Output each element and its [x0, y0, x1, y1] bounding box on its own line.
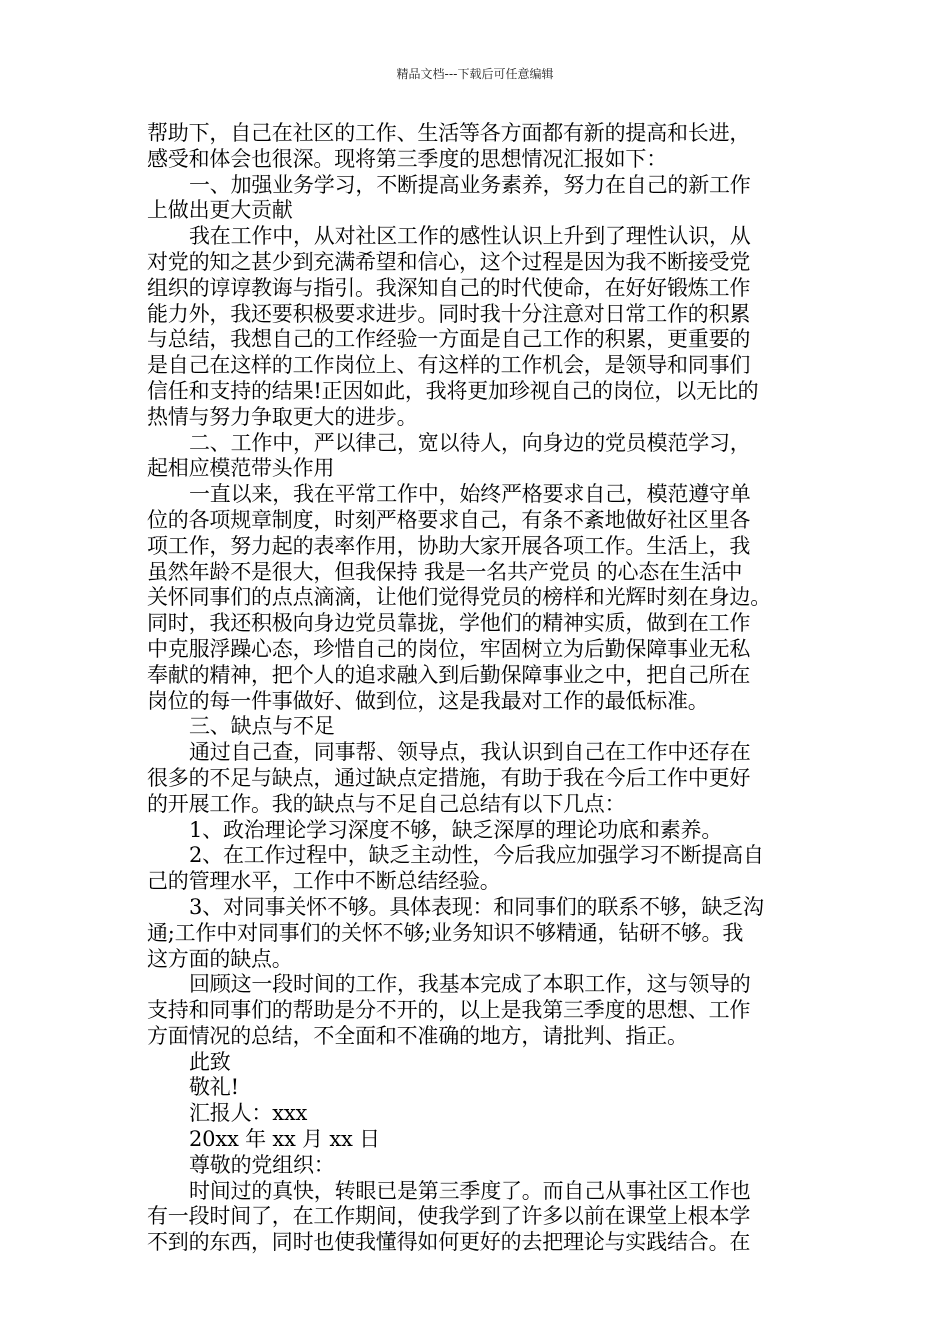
text-line: 热情与努力争取更大的进步。 [147, 404, 418, 429]
text-line: 1、政治理论学习深度不够，缺乏深厚的理论功底和素养。 [189, 817, 723, 842]
text-line: 敬礼! [189, 1075, 239, 1100]
text-line: 感受和体会也很深。现将第三季度的思想情况汇报如下： [147, 146, 667, 171]
text-line: 中克服浮躁心态，珍惜自己的岗位，牢固树立为后勤保障事业无私 [147, 636, 751, 661]
text-line: 3、对同事关怀不够。具体表现：和同事们的联系不够，缺乏沟 [189, 894, 764, 919]
text-line: 关怀同事们的点点滴滴，让他们觉得党员的榜样和光辉时刻在身边。 [147, 585, 771, 610]
text-line: 20xx 年 xx 月 xx 日 [189, 1127, 380, 1152]
text-line: 岗位的每一件事做好、做到位，这是我最对工作的最低标准。 [147, 688, 709, 713]
text-line: 方面情况的总结，不全面和不准确的地方，请批判、指正。 [147, 1023, 688, 1048]
page-header: 精品文档---下载后可任意编辑 [396, 67, 554, 81]
text-line: 是自己在这样的工作岗位上、有这样的工作机会，是领导和同事们 [147, 353, 751, 378]
text-line: 的开展工作。我的缺点与不足自己总结有以下几点： [147, 791, 626, 816]
text-line: 汇报人：xxx [189, 1101, 308, 1126]
text-line: 对党的知之甚少到充满希望和信心，这个过程是因为我不断接受党 [147, 249, 751, 274]
text-line: 支持和同事们的帮助是分不开的，以上是我第三季度的思想、工作 [147, 998, 751, 1023]
text-line: 一直以来，我在平常工作中，始终严格要求自己，模范遵守单 [189, 482, 751, 507]
text-line: 信任和支持的结果!正因如此，我将更加珍视自己的岗位，以无比的 [147, 378, 759, 403]
text-line: 我在工作中，从对社区工作的感性认识上升到了理性认识，从 [189, 224, 751, 249]
text-line: 奉献的精神，把个人的追求融入到后勤保障事业之中，把自己所在 [147, 662, 751, 687]
text-line: 有一段时间了，在工作期间，使我学到了许多以前在课堂上根本学 [147, 1204, 751, 1229]
text-line: 不到的东西，同时也使我懂得如何更好的去把理论与实践结合。在 [147, 1230, 751, 1255]
text-line: 很多的不足与缺点，通过缺点定措施，有助于我在今后工作中更好 [147, 765, 751, 790]
text-line: 通过自己查，同事帮、领导点，我认识到自己在工作中还存在 [189, 740, 751, 765]
text-line: 起相应模范带头作用 [147, 456, 335, 481]
text-line: 此致 [189, 1049, 231, 1074]
text-line: 二、工作中，严以律己，宽以待人，向身边的党员模范学习， [189, 430, 751, 455]
text-line: 项工作，努力起的表率作用，协助大家开展各项工作。生活上，我 [147, 533, 751, 558]
text-line: 虽然年龄不是很大，但我保持 我是一名共产党员 的心态在生活中 [147, 559, 743, 584]
text-line: 三、缺点与不足 [189, 714, 335, 739]
text-line: 与总结，我想自己的工作经验一方面是自己工作的积累，更重要的 [147, 327, 751, 352]
text-line: 能力外，我还要积极要求进步。同时我十分注意对日常工作的积累 [147, 301, 751, 326]
text-line: 一、加强业务学习，不断提高业务素养，努力在自己的新工作 [189, 172, 751, 197]
text-line: 上做出更大贡献 [147, 198, 293, 223]
text-line: 回顾这一段时间的工作，我基本完成了本职工作，这与领导的 [189, 972, 751, 997]
text-line: 己的管理水平，工作中不断总结经验。 [147, 869, 501, 894]
text-line: 通;工作中对同事们的关怀不够;业务知识不够精通，钻研不够。我 [147, 920, 744, 945]
text-line: 2、在工作过程中，缺乏主动性，今后我应加强学习不断提高自 [189, 843, 764, 868]
document-body [147, 121, 809, 1256]
text-line: 这方面的缺点。 [147, 946, 293, 971]
text-line: 时间过的真快，转眼已是第三季度了。而自己从事社区工作也 [189, 1178, 751, 1203]
text-line: 尊敬的党组织： [189, 1152, 335, 1177]
text-line: 组织的谆谆教诲与指引。我深知自己的时代使命，在好好锻炼工作 [147, 275, 751, 300]
text-line: 位的各项规章制度，时刻严格要求自己，有条不紊地做好社区里各 [147, 507, 751, 532]
text-line: 同时，我还积极向身边党员靠拢，学他们的精神实质，做到在工作 [147, 611, 751, 636]
text-line: 帮助下，自己在社区的工作、生活等各方面都有新的提高和长进， [147, 121, 751, 145]
